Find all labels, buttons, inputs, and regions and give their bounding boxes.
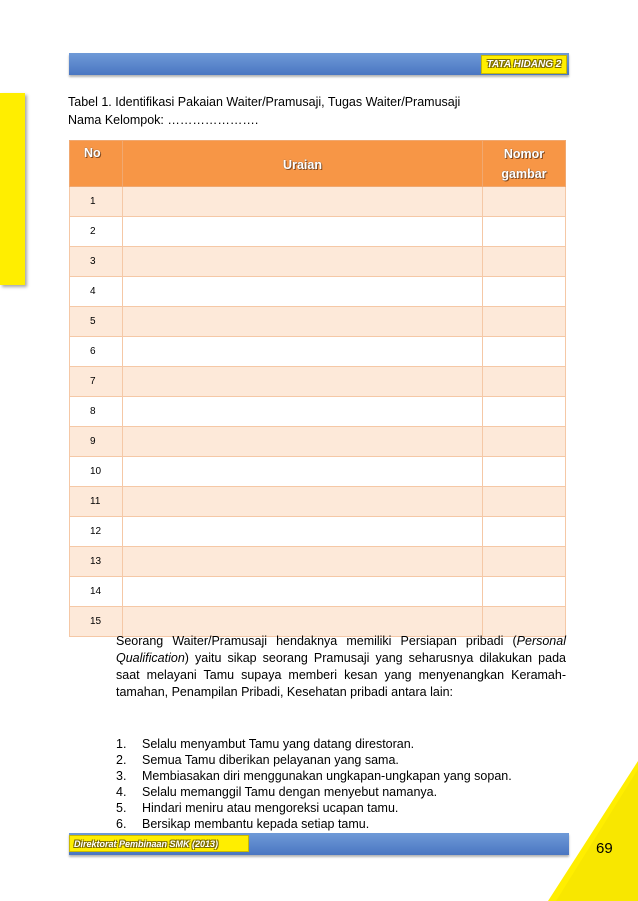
row-nomor-cell	[483, 337, 566, 367]
table-row	[70, 337, 566, 367]
caption-title: Tabel 1. Identifikasi Pakaian Waiter/Pramusaji, Tugas Waiter/Pramusaji	[68, 95, 461, 109]
row-number: 5	[70, 307, 123, 337]
row-nomor-cell	[483, 277, 566, 307]
table-row	[70, 397, 566, 427]
row-nomor-cell	[483, 577, 566, 607]
row-nomor-cell	[483, 397, 566, 427]
list-item-number: 1.	[116, 737, 127, 751]
row-nomor-cell	[483, 307, 566, 337]
row-uraian-cell	[123, 277, 483, 307]
row-number: 12	[70, 517, 123, 547]
row-nomor-cell	[483, 517, 566, 547]
row-nomor-cell	[483, 367, 566, 397]
side-accent-bar	[0, 93, 25, 285]
row-uraian-cell	[123, 427, 483, 457]
row-nomor-cell	[483, 607, 566, 637]
header-uraian: Uraian	[123, 141, 483, 187]
row-number: 2	[70, 217, 123, 247]
row-number: 4	[70, 277, 123, 307]
header-no: No	[70, 141, 123, 187]
list-item-text: Bersikap membantu kepada setiap tamu.	[142, 817, 370, 831]
list-item-text: Selalu memanggil Tamu dengan menyebut namanya.	[142, 785, 438, 799]
row-uraian-cell	[123, 307, 483, 337]
list-item	[116, 784, 512, 800]
qualification-paragraph	[116, 633, 566, 701]
row-number: 10	[70, 457, 123, 487]
table-body	[70, 187, 566, 637]
row-number: 15	[70, 607, 123, 637]
row-nomor-cell	[483, 217, 566, 247]
row-nomor-cell	[483, 187, 566, 217]
list-item-number: 3.	[116, 769, 127, 783]
paragraph-text-pre: Seorang Waiter/Pramusaji hendaknya memiliki Persiapan pribadi (	[116, 634, 517, 648]
footer-bar	[69, 833, 569, 855]
row-nomor-cell	[483, 247, 566, 277]
row-number: 14	[70, 577, 123, 607]
table-row	[70, 517, 566, 547]
list-item	[116, 800, 512, 816]
row-number: 7	[70, 367, 123, 397]
table-row	[70, 307, 566, 337]
list-item	[116, 736, 512, 752]
identification-table	[69, 140, 566, 637]
table-row	[70, 547, 566, 577]
list-item-text: Membiasakan diri menggunakan ungkapan-ungkapan yang sopan.	[142, 769, 512, 783]
table-row	[70, 247, 566, 277]
table-caption	[68, 93, 460, 129]
row-uraian-cell	[123, 517, 483, 547]
list-item-number: 5.	[116, 801, 127, 815]
row-number: 8	[70, 397, 123, 427]
row-uraian-cell	[123, 607, 483, 637]
list-item-number: 4.	[116, 785, 127, 799]
table-row	[70, 607, 566, 637]
row-nomor-cell	[483, 547, 566, 577]
row-uraian-cell	[123, 547, 483, 577]
table-row	[70, 187, 566, 217]
header-badge: TATA HIDANG 2	[481, 55, 567, 74]
list-item	[116, 752, 512, 768]
row-uraian-cell	[123, 367, 483, 397]
row-uraian-cell	[123, 247, 483, 277]
paragraph-text-post: ) yaitu sikap seorang Pramusaji yang seharusnya dilakukan pada saat melayani Tamu supaya memberi kesan yang menyenangkan Keramah-tamahan, Penampilan Pribadi, Kesehatan pribadi antara lain:	[116, 651, 566, 699]
row-uraian-cell	[123, 337, 483, 367]
list-item-text: Selalu menyambut Tamu yang datang direstoran.	[142, 737, 415, 751]
qualification-list	[116, 736, 512, 832]
table-row	[70, 487, 566, 517]
footer-badge: Direktorat Pembinaan SMK (2013)	[69, 835, 249, 852]
list-item-number: 6.	[116, 817, 127, 831]
table-row	[70, 277, 566, 307]
table-row	[70, 217, 566, 247]
header-nomor-line1: Nomor	[503, 147, 545, 161]
list-item	[116, 816, 512, 832]
row-uraian-cell	[123, 577, 483, 607]
row-number: 1	[70, 187, 123, 217]
row-uraian-cell	[123, 217, 483, 247]
header-nomor-line2: gambar	[501, 167, 547, 181]
row-nomor-cell	[483, 427, 566, 457]
row-number: 3	[70, 247, 123, 277]
row-number: 13	[70, 547, 123, 577]
row-uraian-cell	[123, 397, 483, 427]
row-uraian-cell	[123, 187, 483, 217]
row-nomor-cell	[483, 457, 566, 487]
row-uraian-cell	[123, 457, 483, 487]
row-uraian-cell	[123, 487, 483, 517]
table-row	[70, 457, 566, 487]
list-item-number: 2.	[116, 753, 127, 767]
paragraph-text-italic: Personal Qualification	[116, 634, 566, 665]
header-nomor-gambar	[483, 141, 566, 187]
row-number: 6	[70, 337, 123, 367]
caption-group-name: Nama Kelompok: ………………….	[68, 113, 259, 127]
list-item	[116, 768, 512, 784]
table-row	[70, 577, 566, 607]
table-row	[70, 427, 566, 457]
table-row	[70, 367, 566, 397]
header-bar	[69, 53, 569, 75]
page-number: 69	[596, 840, 613, 857]
list-item-text: Semua Tamu diberikan pelayanan yang sama.	[142, 753, 399, 767]
row-number: 9	[70, 427, 123, 457]
row-number: 11	[70, 487, 123, 517]
corner-decoration	[548, 761, 638, 901]
table-header-row	[70, 141, 566, 187]
row-nomor-cell	[483, 487, 566, 517]
list-item-text: Hindari meniru atau mengoreksi ucapan tamu.	[142, 801, 399, 815]
